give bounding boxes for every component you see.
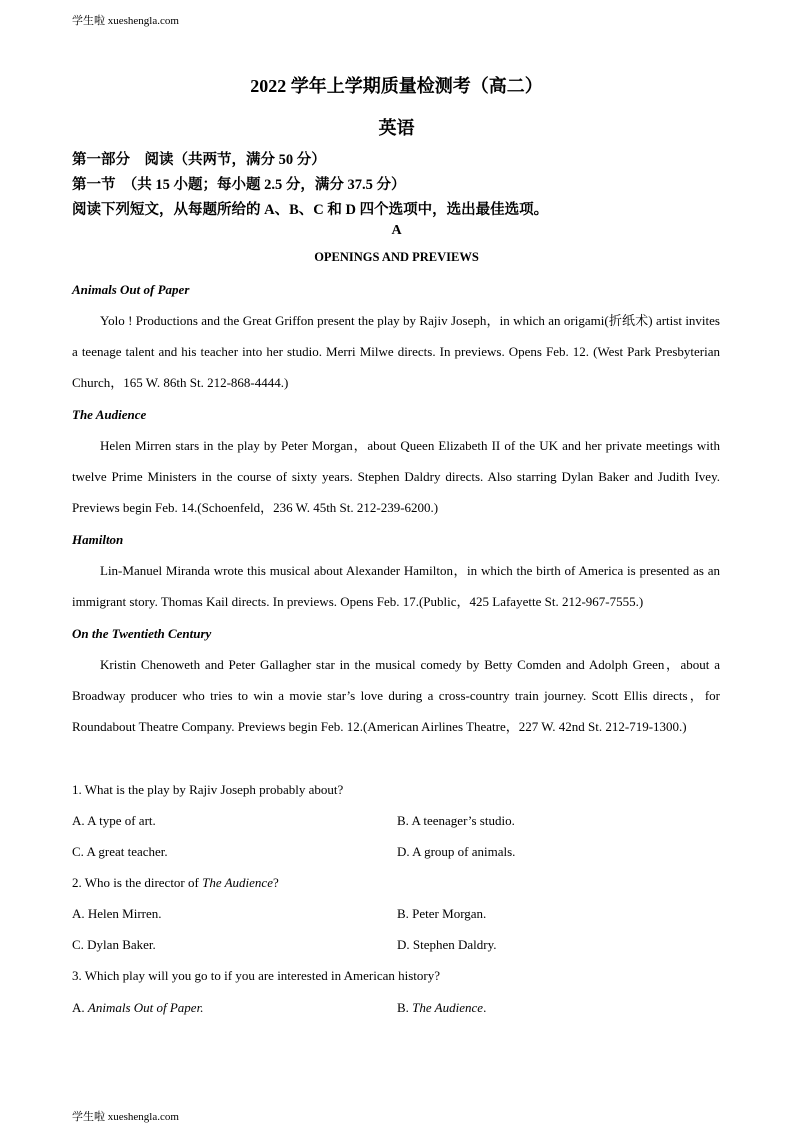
question-1-option-c: C. A great teacher. (72, 844, 168, 859)
play-title-hamilton: Hamilton (72, 532, 124, 547)
header-source: 学生啦 xueshengla.com (72, 15, 179, 27)
question-3-option-b-italic: The Audience (412, 1000, 484, 1015)
question-1: 1. What is the play by Rajiv Joseph probably about? (72, 782, 344, 797)
question-3-option-b-prefix: B. (397, 1000, 413, 1015)
question-3-option-a-italic: Animals Out of Paper. (87, 1000, 204, 1015)
question-2-stem-suffix: ? (272, 875, 279, 890)
question-3-option-a-prefix: A. (72, 1000, 88, 1015)
question-1-option-b: B. A teenager’s studio. (397, 813, 515, 828)
play-description-animals: Yolo ! Productions and the Great Griffon present the play by Rajiv Joseph，in which an origami(折纸术) artist invites a teenage talent and his teacher into her studio. Merri Milwe directs. In previews. Opens Feb. 12. (West Park Presbyterian Church，165 W. 86th St. 212-868-4444.) (72, 313, 720, 390)
question-2 (72, 875, 279, 891)
question-3-option-a (72, 1000, 203, 1016)
play-title-animals: Animals Out of Paper (72, 282, 190, 297)
question-3-option-b (397, 1000, 486, 1016)
passage-letter: A (391, 223, 402, 238)
play-title-twentieth-century: On the Twentieth Century (72, 626, 212, 641)
part-instruction: 第一部分 阅读（共两节，满分 50 分） (72, 152, 326, 168)
passage-title: OPENINGS AND PREVIEWS (314, 250, 479, 264)
section-instruction: 第一节 （共 15 小题；每小题 2.5 分，满分 37.5 分） (72, 177, 406, 193)
question-1-option-a: A. A type of art. (72, 813, 156, 828)
subject-title: 英语 (378, 118, 415, 138)
question-3: 3. Which play will you go to if you are interested in American history? (72, 968, 441, 983)
question-3-option-b-suffix: . (483, 1000, 487, 1015)
question-2-option-b: B. Peter Morgan. (397, 906, 487, 921)
reading-instruction: 阅读下列短文，从每题所给的 A、B、C 和 D 四个选项中，选出最佳选项。 (72, 202, 549, 218)
play-title-audience: The Audience (72, 407, 147, 422)
question-2-option-d: D. Stephen Daldry. (397, 937, 497, 952)
question-2-stem-prefix: 2. Who is the director of (72, 875, 203, 890)
play-description-hamilton: Lin-Manuel Miranda wrote this musical about Alexander Hamilton，in which the birth of America is presented as an immigrant story. Thomas Kail directs. In previews. Opens Feb. 17.(Public，425 Lafayette St. 212-967-7555.) (72, 563, 720, 609)
play-description-twentieth-century: Kristin Chenoweth and Peter Gallagher star in the musical comedy by Betty Comden and Adolph Green，about a Broadway producer who tries to win a movie star’s love during a cross-country train journey. Scott Ellis directs，for Roundabout Theatre Company. Previews begin Feb. 12.(American Airlines Theatre，227 W. 42nd St. 212-719-1300.) (72, 657, 720, 734)
question-2-option-c: C. Dylan Baker. (72, 937, 156, 952)
footer-source: 学生啦 xueshengla.com (72, 1111, 179, 1123)
question-1-option-d: D. A group of animals. (397, 844, 516, 859)
question-2-stem-italic: The Audience (202, 875, 273, 890)
play-description-audience: Helen Mirren stars in the play by Peter Morgan，about Queen Elizabeth II of the UK and her private meetings with twelve Prime Ministers in the course of sixty years. Stephen Daldry directs. Also starring Dylan Baker and Judith Ivey. Previews begin Feb. 14.(Schoenfeld，236 W. 45th St. 212-239-6200.) (72, 438, 720, 515)
question-2-option-a: A. Helen Mirren. (72, 906, 162, 921)
exam-title: 2022 学年上学期质量检测考（高二） (250, 76, 543, 96)
